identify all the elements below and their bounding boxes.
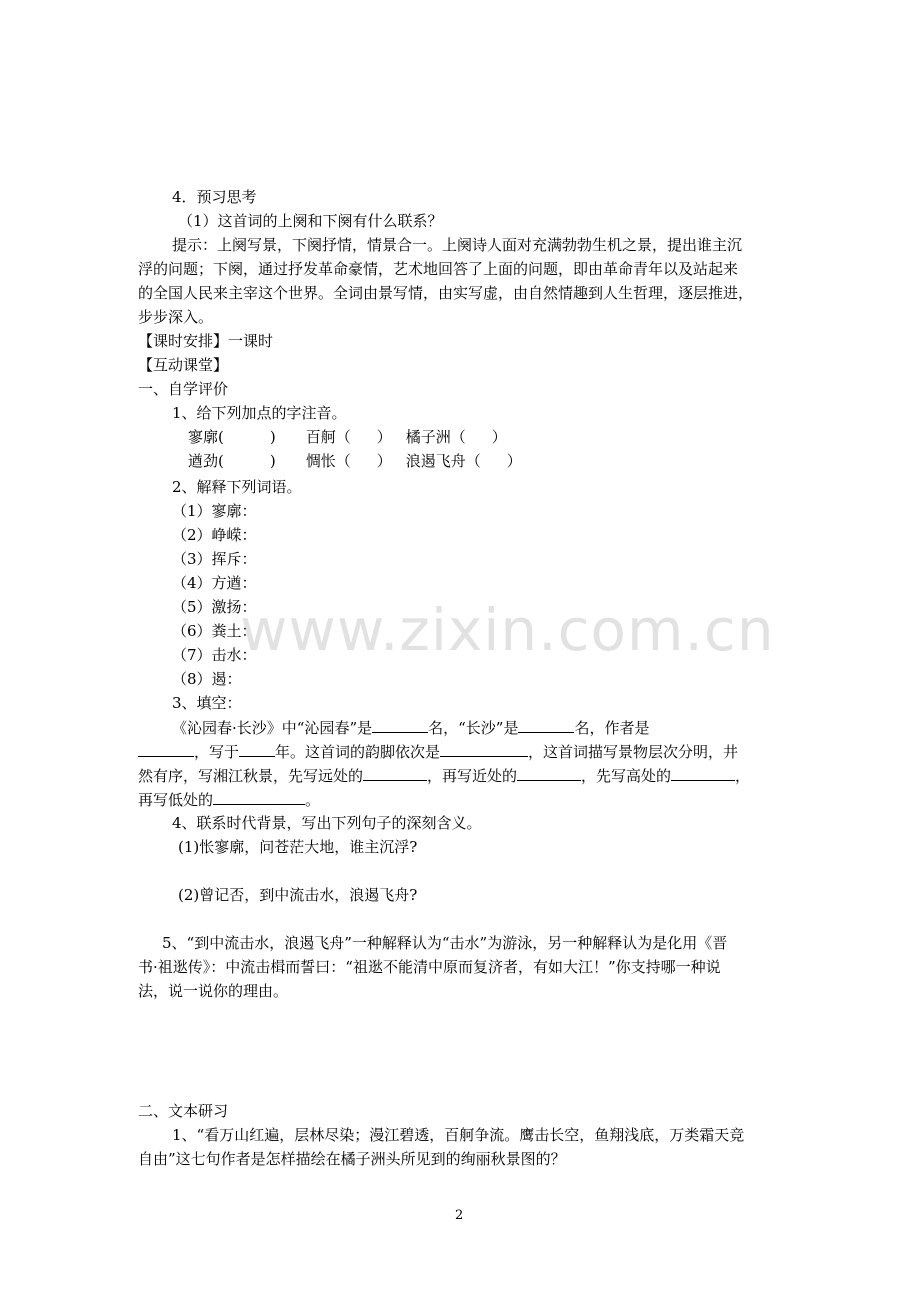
fill-blank[interactable] <box>213 789 305 805</box>
item-word: 百舸（ <box>305 428 351 446</box>
fill-text: 再写低处的 <box>138 791 214 809</box>
item-word: 橘子洲（ <box>405 428 466 446</box>
vocab-item: （8）遏： <box>172 670 242 688</box>
q1-label: 1、给下列加点的字注音。 <box>172 404 347 422</box>
vocab-item: （7）击水： <box>172 646 257 664</box>
q4-sentence-2: (2)曾记否，到中流击水，浪遏飞舟? <box>178 886 418 904</box>
fill-blank[interactable] <box>440 741 528 757</box>
section4-question: （1）这首词的上阕和下阕有什么联系？ <box>178 212 443 230</box>
part2-q1-line-2: 自由”这七句作者是怎样描绘在橘子洲头所见到的绚丽秋景图的？ <box>138 1150 566 1168</box>
q4-label: 4、联系时代背景，写出下列句子的深刻含义。 <box>172 814 482 832</box>
vocab-item: （1）寥廓： <box>172 502 257 520</box>
fill-blank[interactable] <box>239 741 275 757</box>
hint-line-4: 步步深入。 <box>138 308 214 326</box>
q5-line-1: 5、“到中流击水，浪遏飞舟”一种解释认为“击水”为游泳，另一种解释认为是化用《晋 <box>162 934 728 952</box>
fill-text: 名，作者是 <box>574 719 650 737</box>
fill-text: 然有序，写湘江秋景，先写远处的 <box>138 767 364 785</box>
fill-blank[interactable] <box>518 717 574 733</box>
section4-heading: 4．预习思考 <box>172 188 257 206</box>
q5-line-2: 书·祖逖传》：中流击楫而誓曰：“祖逖不能清中原而复济者，有如大江！”你支持哪一种说 <box>138 958 721 976</box>
vocab-item: （2）峥嵘： <box>172 526 257 544</box>
schedule-heading: 【课时安排】一课时 <box>138 332 274 350</box>
fill-blank[interactable] <box>517 765 581 781</box>
item-close: ） <box>376 452 392 470</box>
fill-text: ，这首词描写景物层次分明，井 <box>528 743 739 761</box>
fill-blank[interactable] <box>671 765 735 781</box>
page-number: 2 <box>455 1208 464 1223</box>
part1-title: 一、自学评价 <box>138 380 229 398</box>
fill-text: ，先写高处的 <box>581 767 672 785</box>
fill-line-4 <box>138 789 320 810</box>
item-close: ） <box>491 428 507 446</box>
item-close: ） <box>376 428 392 446</box>
fill-line-1 <box>172 717 649 738</box>
vocab-item: （6）粪土： <box>172 622 257 640</box>
item-close: ) <box>269 428 276 446</box>
vocab-item: （5）激扬： <box>172 598 257 616</box>
fill-text: 。 <box>305 791 321 809</box>
fill-blank[interactable] <box>372 717 428 733</box>
hint-line-2: 浮的问题；下阕，通过抒发革命豪情，艺术地回答了上面的问题，即由革命青年以及站起来 <box>138 260 739 278</box>
fill-line-3 <box>138 765 750 786</box>
fill-text: 名，“长沙”是 <box>428 719 519 737</box>
part2-title: 二、文本研习 <box>138 1102 229 1120</box>
q5-line-3: 法，说一说你的理由。 <box>138 982 289 1000</box>
vocab-item: （4）方遒： <box>172 574 257 592</box>
q4-sentence-1: (1)怅寥廓，问苍茫大地，谁主沉浮? <box>178 838 418 856</box>
interactive-heading: 【互动课堂】 <box>138 356 229 374</box>
fill-text: 《沁园春·长沙》中“沁园春”是 <box>172 719 373 737</box>
fill-text: 年。这首词的韵脚依次是 <box>275 743 441 761</box>
part2-q1-line-1: 1、“看万山红遍，层林尽染；漫江碧透，百舸争流。鹰击长空，鱼翔浅底，万类霜天竞 <box>172 1126 745 1144</box>
watermark: www.zixin.com.cn <box>240 596 775 664</box>
hint-line-1: 提示：上阕写景，下阕抒情，情景合一。上阕诗人面对充满勃勃生机之景，提出谁主沉 <box>172 236 743 254</box>
item-word: 浪遏飞舟（ <box>405 452 481 470</box>
fill-line-2 <box>138 741 738 762</box>
item-word: 惆怅（ <box>305 452 351 470</box>
fill-text: ， <box>735 767 751 785</box>
phonetic-row-1 <box>188 427 507 447</box>
item-word: 寥廓( <box>188 428 224 446</box>
item-word: 遒劲( <box>188 452 224 470</box>
q3-label: 3、填空： <box>172 694 242 712</box>
fill-blank[interactable] <box>138 741 194 757</box>
fill-text: ，再写近处的 <box>427 767 518 785</box>
fill-blank[interactable] <box>363 765 427 781</box>
vocab-item: （3）挥斥： <box>172 550 257 568</box>
item-close: ） <box>506 452 522 470</box>
phonetic-row-2 <box>188 451 522 471</box>
fill-text: ，写于 <box>194 743 240 761</box>
item-close: ) <box>269 452 276 470</box>
q2-label: 2、解释下列词语。 <box>172 478 302 496</box>
hint-line-3: 的全国人民来主宰这个世界。全词由景写情，由实写虚，由自然情趣到人生哲理，逐层推进， <box>138 284 754 302</box>
